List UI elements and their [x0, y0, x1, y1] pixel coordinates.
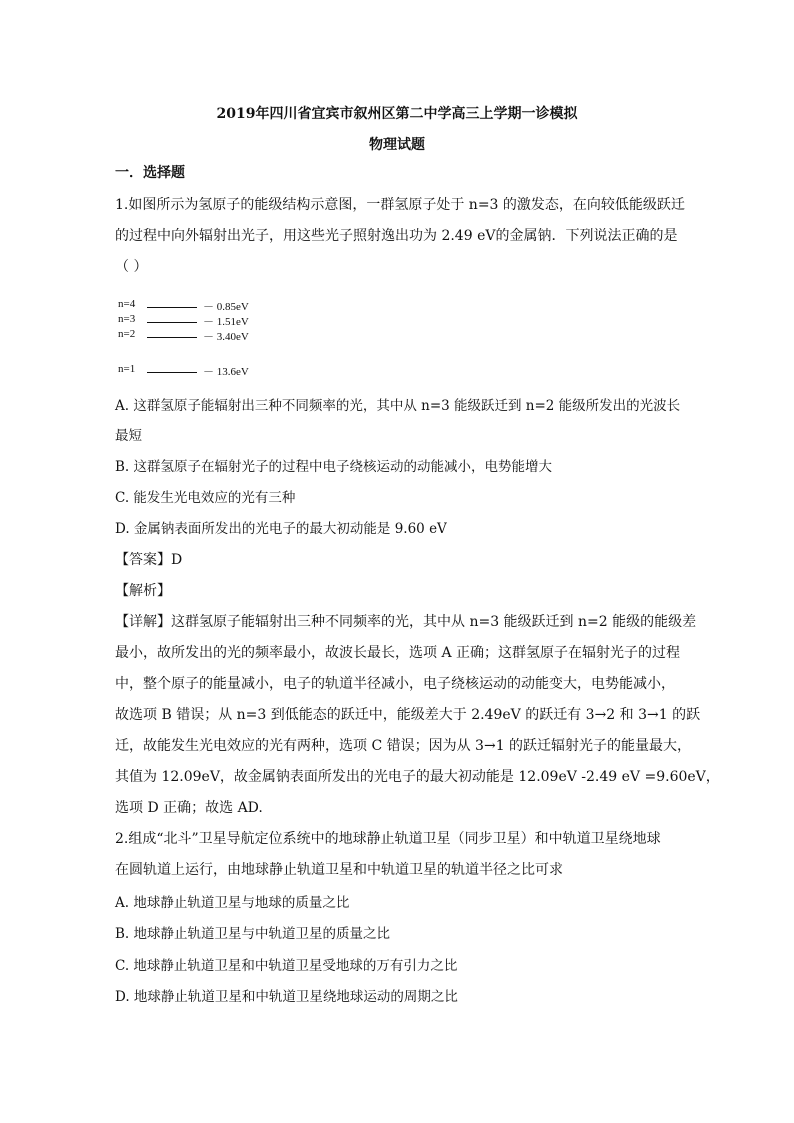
level-label-n1: n=1 [118, 363, 136, 375]
q1-stem-line1: 1.如图所示为氢原子的能级结构示意图，一群氢原子处于 n=3 的激发态，在向较低能级跃迁 [115, 197, 685, 213]
q1-detail-line: 最小，故所发出的光的频率最小，故波长最长，选项 A 正确；这群氢原子在辐射光子的过程 [115, 645, 681, 661]
level-line-n1 [147, 372, 197, 373]
q1-stem-line2: 的过程中向外辐射出光子，用这些光子照射逸出功为 2.49 eV的金属钠．下列说法正确的是 [115, 228, 678, 244]
q2-option-a: A. 地球静止轨道卫星与地球的质量之比 [115, 895, 350, 911]
q1-option-b: B. 这群氢原子在辐射光子的过程中电子绕核运动的动能减小，电势能增大 [115, 459, 553, 475]
q2-option-b: B. 地球静止轨道卫星与中轨道卫星的质量之比 [115, 926, 391, 942]
level-line-n3 [147, 322, 197, 323]
q1-answer: 【答案】D [115, 552, 183, 568]
level-label-n3: n=3 [118, 313, 136, 325]
q2-option-d: D. 地球静止轨道卫星和中轨道卫星绕地球运动的周期之比 [115, 989, 458, 1005]
q2-option-c: C. 地球静止轨道卫星和中轨道卫星受地球的万有引力之比 [115, 958, 458, 974]
level-energy-n1: － 13.6eV [203, 366, 249, 378]
q1-detail-line: 选项 D 正确；故选 AD. [115, 800, 263, 816]
level-label-n4: n=4 [118, 298, 136, 310]
q1-detail-line: 其值为 12.09eV，故金属钠表面所发出的光电子的最大初动能是 12.09eV -2.49 eV =9.60eV， [115, 769, 720, 785]
q1-detail-line: 迁，故能发生光电效应的光有两种，选项 C 错误；因为从 3→1 的跃迁辐射光子的能量最大， [115, 738, 692, 754]
q1-detail-line: 中，整个原子的能量减小，电子的轨道半径减小，电子绕核运动的动能变大，电势能减小， [115, 676, 675, 692]
q1-detail-line: 故选项 B 错误；从 n=3 到低能态的跃迁中，能级差大于 2.49eV 的跃迁有 3→2 和 3→1 的跃 [115, 707, 701, 723]
q1-detail-line: 【详解】这群氢原子能辐射出三种不同频率的光，其中从 n=3 能级跃迁到 n=2 能级的能级差 [115, 614, 697, 630]
level-line-n2 [147, 337, 197, 338]
level-energy-n2: － 3.40eV [203, 331, 249, 343]
level-energy-n4: － 0.85eV [203, 301, 249, 313]
q2-stem-line1: 2.组成“北斗”卫星导航定位系统中的地球静止轨道卫星（同步卫星）和中轨道卫星绕地球 [115, 831, 661, 847]
watermark [690, 768, 696, 789]
q1-analysis-heading: 【解析】 [115, 583, 171, 599]
q1-stem-line3: （ ） [115, 259, 148, 275]
q1-option-a-line2: 最短 [115, 428, 142, 444]
level-label-n2: n=2 [118, 328, 136, 340]
section-heading: 一．选择题 [115, 165, 185, 181]
q2-stem-line2: 在圆轨道上运行，由地球静止轨道卫星和中轨道卫星的轨道半径之比可求 [115, 862, 563, 878]
exam-subtitle: 物理试题 [369, 137, 425, 153]
q1-option-a-line1: A. 这群氢原子能辐射出三种不同频率的光，其中从 n=3 能级跃迁到 n=2 能级所发出的光波长 [115, 398, 681, 414]
level-energy-n3: － 1.51eV [203, 316, 249, 328]
energy-level-diagram [115, 296, 315, 382]
exam-title: 2019年四川省宜宾市叙州区第二中学高三上学期一诊模拟 [216, 106, 578, 122]
q1-option-d: D. 金属钠表面所发出的光电子的最大初动能是 9.60 eV [115, 521, 447, 537]
level-line-n4 [147, 307, 197, 308]
q1-option-c: C. 能发生光电效应的光有三种 [115, 490, 296, 506]
